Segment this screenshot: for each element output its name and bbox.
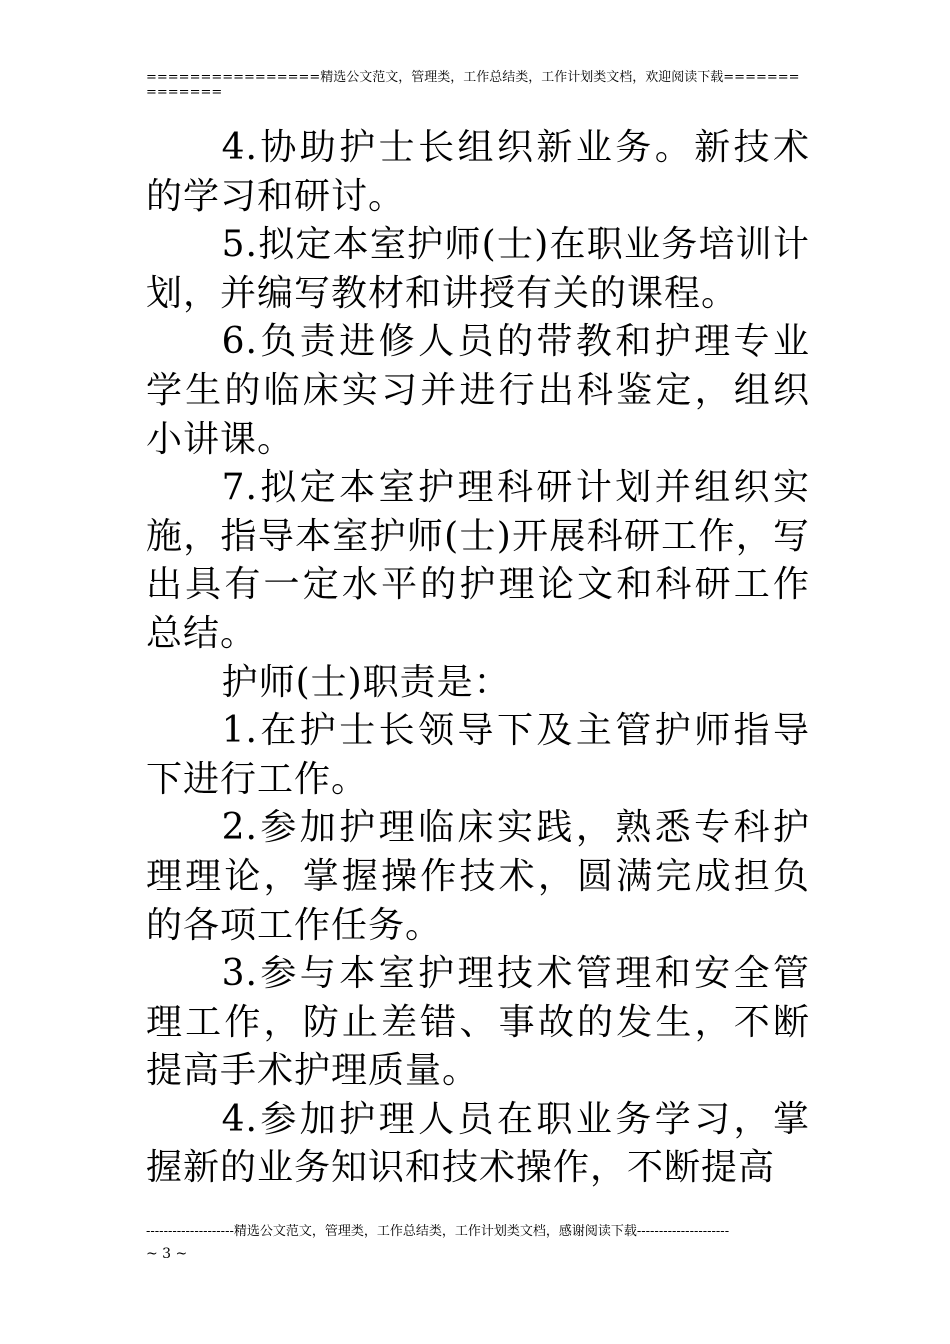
paragraph-item-6-teaching: 6.负责进修人员的带教和护理专业学生的临床实习并进行出科鉴定，组织小讲课。	[146, 321, 810, 460]
paragraph-duty-4: 4.参加护理人员在职业务学习，掌握新的业务知识和技术操作，不断提高	[146, 1098, 810, 1189]
page-header: ================精选公文范文，管理类，工作总结类，工作计划类文档，欢迎阅读下载==============	[146, 70, 800, 100]
paragraph-duty-1: 1.在护士长领导下及主管护师指导下进行工作。	[146, 710, 810, 800]
page-footer: --------------------精选公文范文，管理类，工作总结类，工作计划类文档，感谢阅读下载---------------------	[146, 1224, 730, 1239]
page-number: ~ 3 ~	[146, 1246, 188, 1262]
paragraph-duty-3: 3.参与本室护理技术管理和安全管理工作，防止差错、事故的发生，不断提高手术护理质量。	[146, 953, 810, 1092]
paragraph-item-5-training-plan: 5.拟定本室护师(士)在职业务培训计划，并编写教材和讲授有关的课程。	[146, 224, 810, 314]
paragraph-item-7-research: 7.拟定本室护理科研计划并组织实施，指导本室护师(士)开展科研工作，写出具有一定水平的护理论文和科研工作总结。	[146, 467, 810, 654]
paragraph-item-4-study: 4.协助护士长组织新业务。新技术的学习和研讨。	[146, 127, 810, 217]
paragraph-duty-2: 2.参加护理临床实践，熟悉专科护理理论，掌握操作技术，圆满完成担负的各项工作任务。	[146, 807, 810, 946]
section-heading-nurse-duties: 护师(士)职责是：	[221, 661, 511, 703]
document-body	[146, 124, 810, 1193]
